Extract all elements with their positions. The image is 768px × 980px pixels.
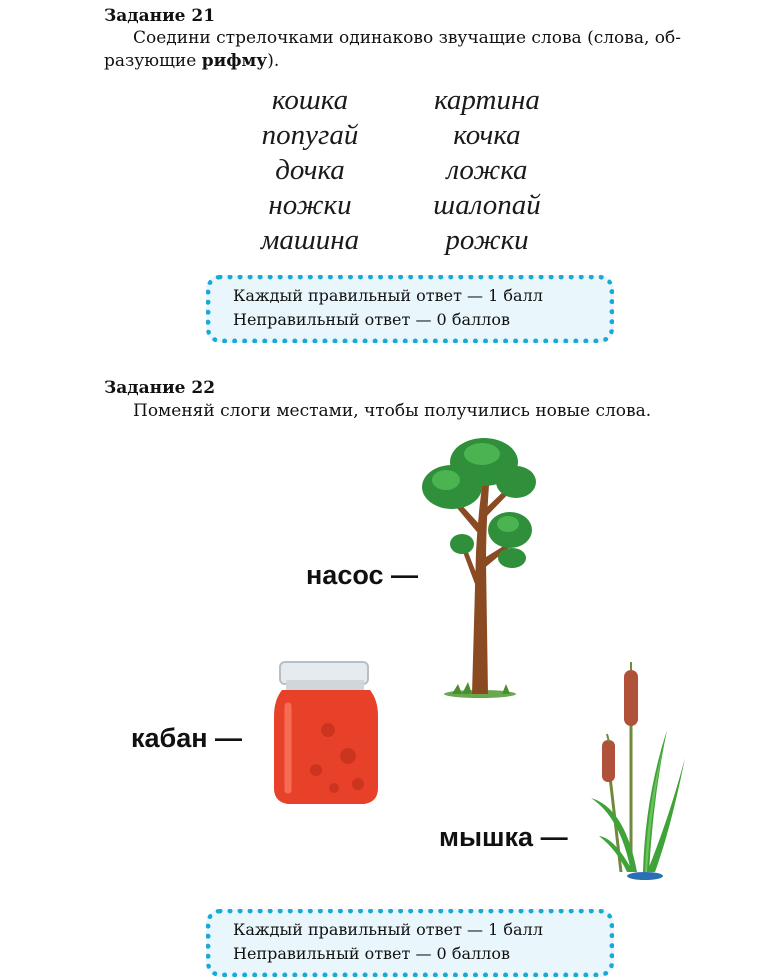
right-word[interactable]: шалопай — [433, 189, 541, 221]
left-word[interactable]: попугай — [261, 119, 359, 151]
right-word[interactable]: рожки — [445, 224, 529, 256]
jam-jar-icon — [268, 660, 384, 808]
task22-instruction: Поменяй слоги местами, чтобы получились новые слова. — [133, 401, 652, 421]
word-nasos: насос — — [306, 560, 418, 590]
task22-title: Задание 22 — [104, 378, 216, 398]
left-word[interactable]: ножки — [268, 189, 352, 221]
task21-score-box — [206, 275, 614, 343]
task21-instruction-end: ). — [267, 51, 280, 71]
score-correct-line: Каждый правильный ответ — 1 балл — [233, 286, 543, 305]
score-correct-line: Каждый правильный ответ — 1 балл — [233, 920, 543, 939]
task21-instruction-text: разующие — [104, 51, 202, 71]
task21-title: Задание 21 — [104, 6, 216, 26]
task21-instruction-line1: Соедини стрелочками одинаково звучащие слова (слова, об- — [133, 28, 681, 48]
right-word[interactable]: кочка — [453, 119, 521, 151]
right-word[interactable]: ложка — [446, 154, 528, 186]
word-myshka: мышка — — [439, 822, 568, 852]
word-kaban: кабан — — [131, 723, 243, 753]
score-wrong-line: Неправильный ответ — 0 баллов — [233, 944, 510, 963]
right-word[interactable]: картина — [434, 84, 540, 116]
score-wrong-line: Неправильный ответ — 0 баллов — [233, 310, 510, 329]
left-word[interactable]: машина — [260, 224, 360, 256]
task21-instruction-line2 — [104, 51, 279, 71]
task21-keyword-rhyme: рифму — [201, 51, 268, 71]
left-word[interactable]: кошка — [271, 84, 349, 116]
left-word[interactable]: дочка — [275, 154, 345, 186]
cattail-reed-icon — [585, 658, 695, 883]
task22-score-box — [206, 909, 614, 977]
pine-tree-icon — [412, 432, 537, 702]
